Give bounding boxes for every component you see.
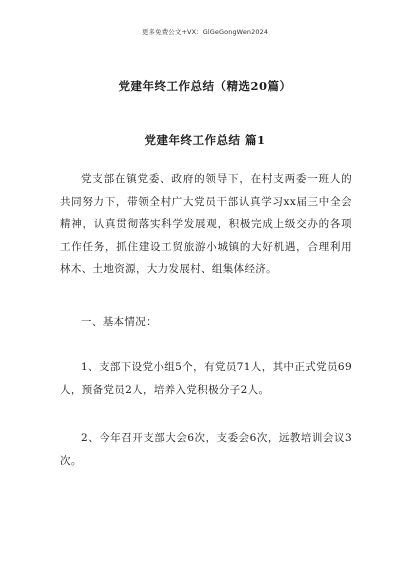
document-title: 党建年终工作总结（精选20篇） bbox=[118, 79, 292, 93]
heading-basic-situation: 一、基本情况： bbox=[81, 316, 157, 328]
paragraph-item-1: 1、支部下设党小组5个，有党员71人，其中正式党员69人，预备党员2人，培养入党积极分子2人。 bbox=[60, 361, 352, 396]
section-title: 党建年终工作总结 篇1 bbox=[144, 133, 266, 147]
header-note: 更多免费公文+VX：GlGeGongWen2024 bbox=[141, 28, 269, 36]
paragraph-intro: 党支部在镇党委、政府的领导下，在村支两委一班人的共同努力下，带领全村广大党员干部认真学习xx届三中全会精神，认真贯彻落实科学发展观，积极完成上级交办的各项工作任务，抓住建设工贸旅游小城镇的大好机遇，合理利用林木、土地资源，大力发展村、组集体经济。 bbox=[60, 173, 352, 275]
paragraph-item-2: 2、今年召开支部大会6次，支委会6次，远教培训会议3次。 bbox=[60, 432, 352, 467]
